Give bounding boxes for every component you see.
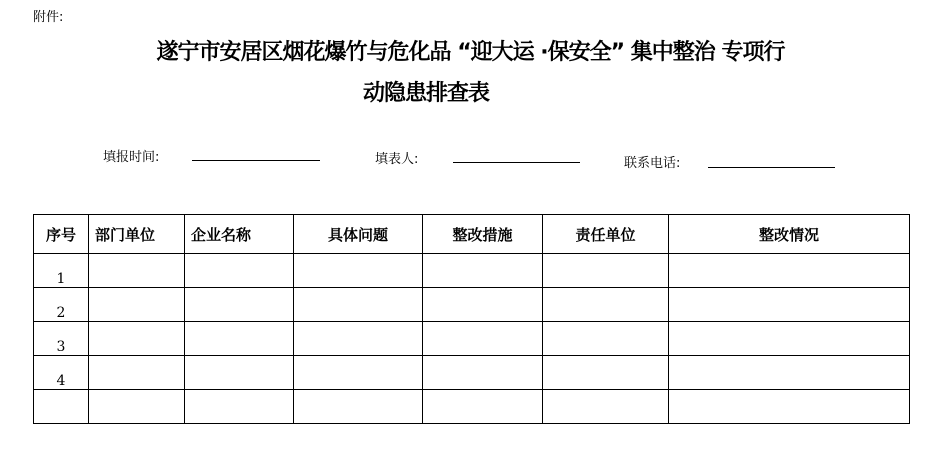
table-header-row xyxy=(34,215,910,254)
table-cell[interactable] xyxy=(423,288,543,322)
table-cell[interactable] xyxy=(294,356,423,390)
page-title: 遂宁市安居区烟花爆竹与危化品 “迎大运 ·保安全” 集中整治 专项行 xyxy=(156,40,785,65)
table-cell[interactable] xyxy=(89,356,185,390)
fill-time-field[interactable] xyxy=(192,160,320,161)
col-header-status: 整改情况 xyxy=(669,215,910,254)
table-cell[interactable] xyxy=(543,254,669,288)
table-cell[interactable] xyxy=(543,390,669,424)
fill-time-label: 填报时间: xyxy=(103,150,160,165)
table-cell[interactable] xyxy=(294,254,423,288)
table-row xyxy=(34,322,910,356)
col-header-index: 序号 xyxy=(34,215,89,254)
filler-label: 填表人: xyxy=(375,152,419,167)
table-cell[interactable] xyxy=(89,390,185,424)
row-index: 2 xyxy=(34,288,89,322)
table-cell[interactable] xyxy=(423,356,543,390)
table-cell[interactable] xyxy=(669,390,910,424)
table-row xyxy=(34,254,910,288)
row-index: 1 xyxy=(34,254,89,288)
page-title-line2: 动隐患排查表 xyxy=(363,81,490,106)
table-cell[interactable] xyxy=(185,390,294,424)
table-cell[interactable] xyxy=(669,288,910,322)
inspection-table xyxy=(33,214,910,424)
filler-field[interactable] xyxy=(453,162,580,163)
row-index: 4 xyxy=(34,356,89,390)
table-row xyxy=(34,356,910,390)
table-cell[interactable] xyxy=(543,288,669,322)
table-row xyxy=(34,390,910,424)
col-header-company: 企业名称 xyxy=(185,215,294,254)
table-cell[interactable] xyxy=(669,356,910,390)
attachment-label: 附件: xyxy=(33,10,64,25)
col-header-department: 部门单位 xyxy=(89,215,185,254)
col-header-measures: 整改措施 xyxy=(423,215,543,254)
col-header-responsible: 责任单位 xyxy=(543,215,669,254)
phone-label: 联系电话: xyxy=(624,156,681,171)
table-cell[interactable] xyxy=(294,288,423,322)
table-cell[interactable] xyxy=(185,254,294,288)
table-cell[interactable] xyxy=(89,288,185,322)
col-header-issue: 具体问题 xyxy=(294,215,423,254)
table-cell[interactable] xyxy=(423,322,543,356)
table-cell[interactable] xyxy=(669,254,910,288)
table-cell[interactable] xyxy=(669,322,910,356)
table-cell[interactable] xyxy=(543,356,669,390)
phone-field[interactable] xyxy=(708,167,835,168)
table-cell[interactable] xyxy=(185,356,294,390)
table-cell[interactable] xyxy=(185,322,294,356)
table-cell[interactable] xyxy=(89,322,185,356)
table-cell[interactable] xyxy=(294,390,423,424)
row-index: 3 xyxy=(34,322,89,356)
table-cell[interactable] xyxy=(543,322,669,356)
table-row xyxy=(34,288,910,322)
table-cell[interactable] xyxy=(423,254,543,288)
row-index xyxy=(34,390,89,424)
table-cell[interactable] xyxy=(423,390,543,424)
table-cell[interactable] xyxy=(185,288,294,322)
table-cell[interactable] xyxy=(294,322,423,356)
table-cell[interactable] xyxy=(89,254,185,288)
